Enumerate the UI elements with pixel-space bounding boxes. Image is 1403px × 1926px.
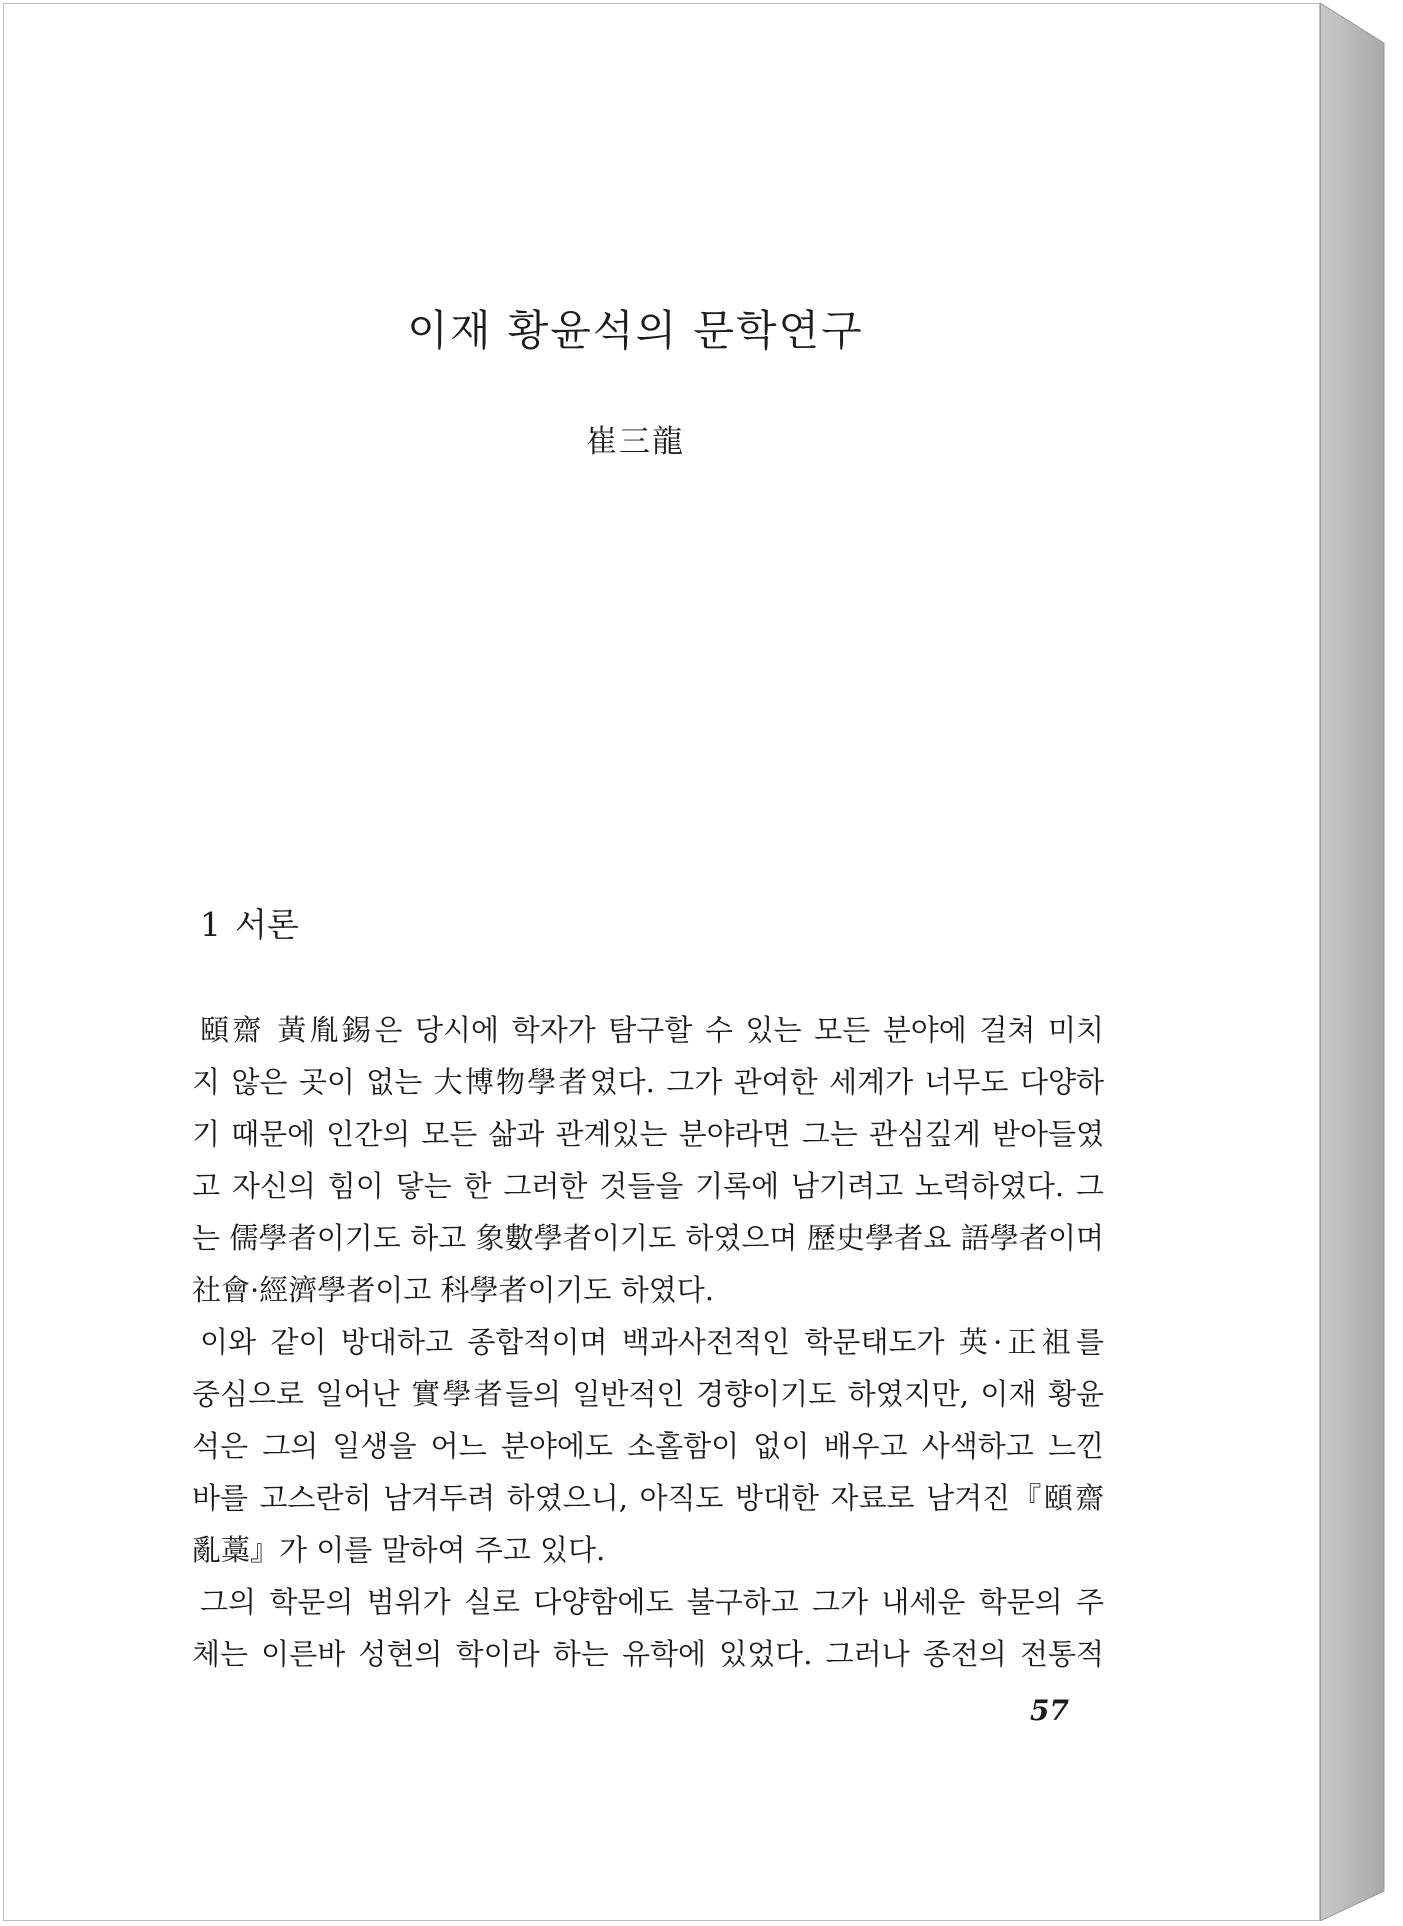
section-number: 1 — [200, 905, 221, 944]
body-line: 頤齋 黃胤錫은 당시에 학자가 탐구할 수 있는 모든 분야에 걸쳐 미치 — [200, 1013, 1104, 1047]
body-line: 석은 그의 일생을 어느 분야에도 소홀함이 없이 배우고 사색하고 느낀 — [192, 1429, 1104, 1463]
body-line: 체는 이른바 성현의 학이라 하는 유학에 있었다. 그러나 종전의 전통적 — [192, 1637, 1104, 1671]
body-text — [192, 1004, 1104, 1680]
book-page — [3, 3, 1320, 1921]
section-title: 서론 — [235, 905, 299, 944]
body-line: 기 때문에 인간의 모든 삶과 관계있는 분야라면 그는 관심깊게 받아들였 — [192, 1117, 1104, 1151]
body-line: 바를 고스란히 남겨두려 하였으니, 아직도 방대한 자료로 남겨진『頤齋 — [192, 1481, 1104, 1515]
body-line: 亂藁』가 이를 말하여 주고 있다. — [192, 1533, 606, 1567]
body-line: 고 자신의 힘이 닿는 한 그러한 것들을 기록에 남기려고 노력하였다. 그 — [192, 1169, 1104, 1203]
book-spine — [1320, 3, 1398, 1921]
body-line: 지 않은 곳이 없는 大博物學者였다. 그가 관여한 세계가 너무도 다양하 — [192, 1065, 1104, 1099]
article-title: 이재 황윤석의 문학연구 — [407, 306, 864, 355]
article-author: 崔三龍 — [586, 424, 685, 460]
section-heading — [200, 899, 299, 946]
body-line: 이와 같이 방대하고 종합적이며 백과사전적인 학문태도가 英·正祖를 — [200, 1325, 1104, 1359]
body-line: 그의 학문의 범위가 실로 다양함에도 불구하고 그가 내세운 학문의 주 — [200, 1585, 1104, 1619]
body-line: 社會·經濟學者이고 科學者이기도 하였다. — [192, 1273, 714, 1307]
body-line: 중심으로 일어난 實學者들의 일반적인 경향이기도 하였지만, 이재 황윤 — [192, 1377, 1104, 1411]
body-line: 는 儒學者이기도 하고 象數學者이기도 하였으며 歷史學者요 語學者이며 — [192, 1221, 1104, 1255]
page-number: 57 — [1030, 1694, 1069, 1727]
